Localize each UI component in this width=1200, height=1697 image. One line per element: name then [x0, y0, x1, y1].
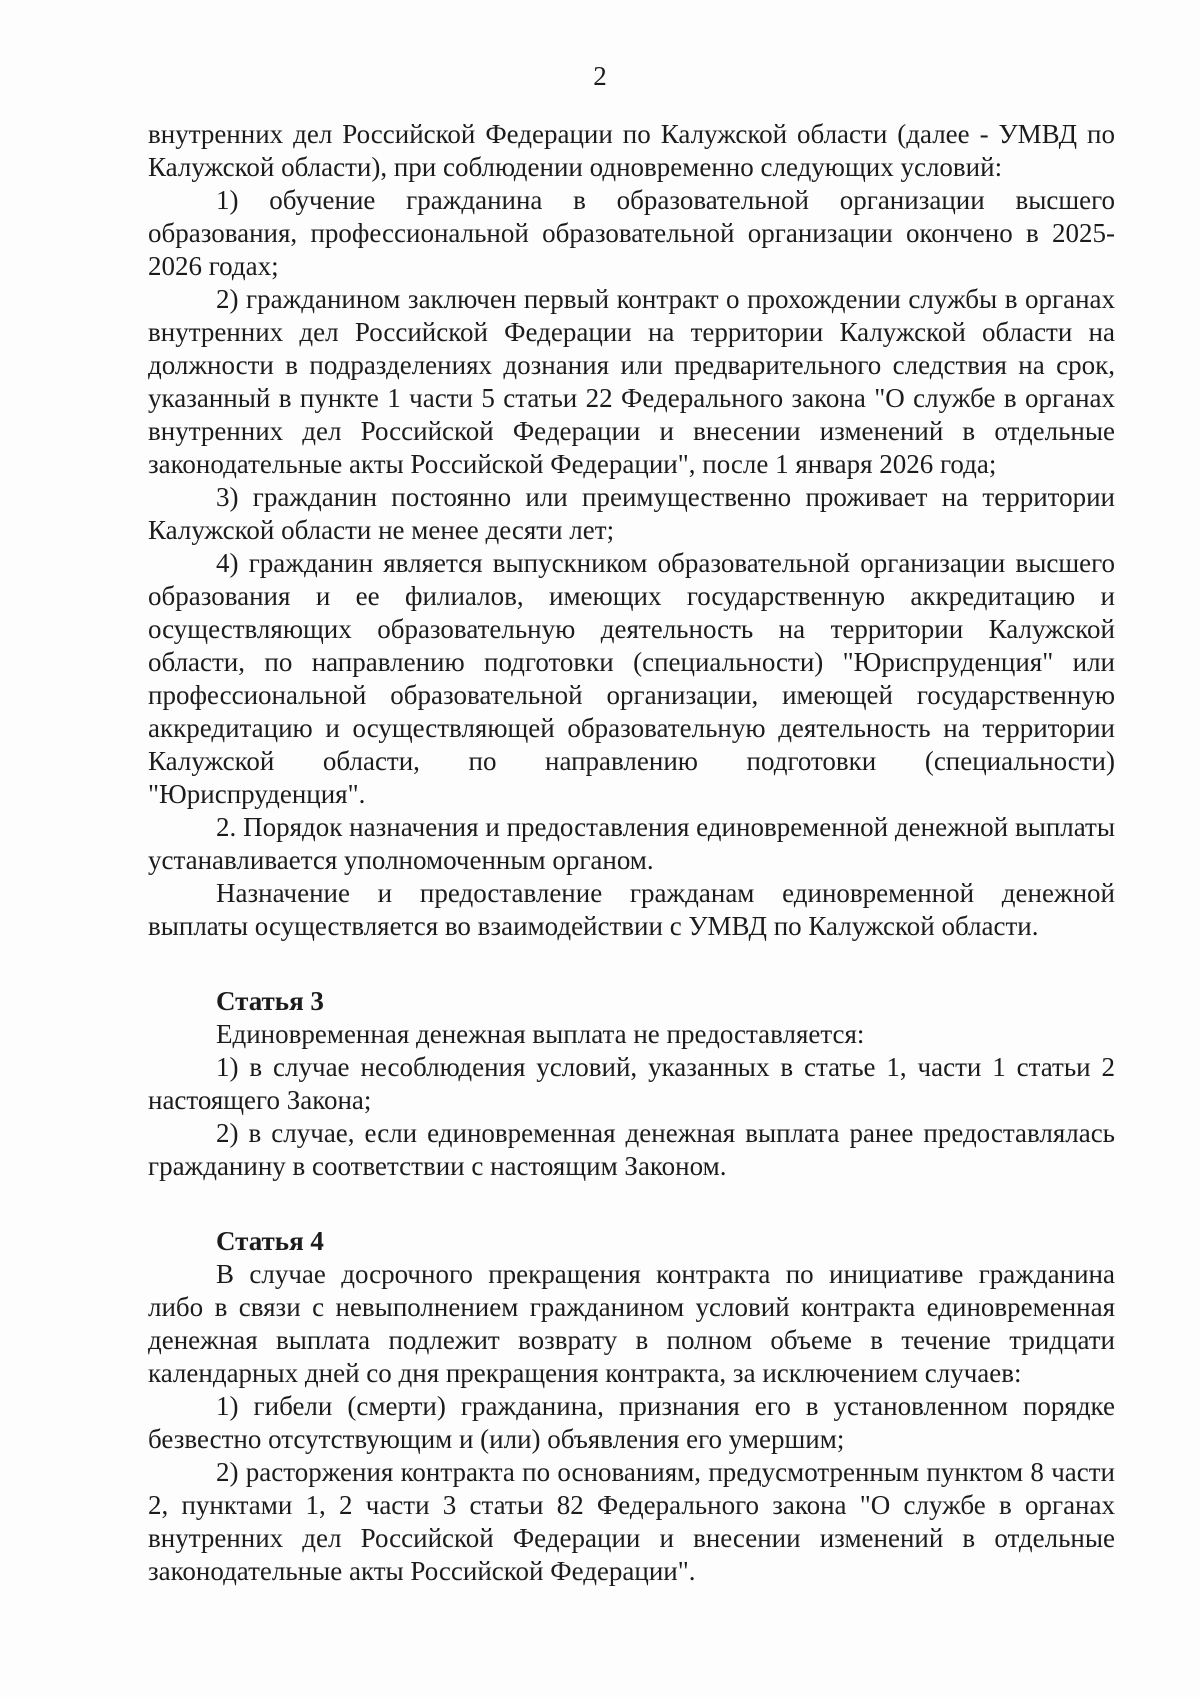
article-4-item-1: 1) гибели (смерти) гражданина, признания его в установленном порядке безвестно отсутствующим и (или) объявления его умершим;: [148, 1391, 1115, 1454]
condition-2: 2) гражданином заключен первый контракт о прохождении службы в органах внутренних дел Российской Федерации на территории Калужской области на должности в подразделениях дознания или предварительного следствия на срок, указанный в пункте 1 части 5 статьи 22 Федерального закона "О службе в органах внутренних дел Российской Федерации и внесении изменений в отдельные законодательные акты Российской Федерации", после 1 января 2026 года;: [148, 284, 1115, 479]
point-2-continuation: Назначение и предоставление гражданам единовременной денежной выплаты осуществляется во взаимодействии с УМВД по Калужской области.: [148, 878, 1115, 941]
article-3-lead: Единовременная денежная выплата не предоставляется:: [216, 1019, 865, 1049]
condition-4: 4) гражданин является выпускником образовательной организации высшего образования и ее филиалов, имеющих государственную аккредитацию и осуществляющих образовательную деятельность на территории Калужской области, по направлению подготовки (специальности) "Юриспруденция" или профессиональной образовательной организации, имеющей государственную аккредитацию и осуществляющей образовательную деятельность на территории Калужской области, по направлению подготовки (специальности) "Юриспруденция".: [148, 548, 1115, 809]
section-spacer: [148, 1183, 1115, 1225]
condition-1: 1) обучение гражданина в образовательной организации высшего образования, профессиональной образовательной организации окончено в 2025-2026 годах;: [148, 185, 1115, 281]
condition-3: 3) гражданин постоянно или преимущественно проживает на территории Калужской области не менее десяти лет;: [148, 482, 1115, 545]
section-spacer: [148, 943, 1115, 985]
article-3-heading: Статья 3: [216, 986, 324, 1016]
intro-paragraph: внутренних дел Российской Федерации по Калужской области (далее - УМВД по Калужской области), при соблюдении одновременно следующих условий:: [148, 119, 1115, 182]
document-body: [148, 118, 1115, 1588]
point-2-paragraph: 2. Порядок назначения и предоставления единовременной денежной выплаты устанавливается уполномоченным органом.: [148, 812, 1115, 875]
article-4-item-2: 2) расторжения контракта по основаниям, предусмотренным пунктом 8 части 2, пунктами 1, 2 части 3 статьи 82 Федерального закона "О службе в органах внутренних дел Российской Федерации и внесении изменений в отдельные законодательные акты Российской Федерации".: [148, 1457, 1115, 1586]
article-3-item-1: 1) в случае несоблюдения условий, указанных в статье 1, части 1 статьи 2 настоящего Закона;: [148, 1052, 1115, 1115]
article-4-lead: В случае досрочного прекращения контракта по инициативе гражданина либо в связи с невыполнением гражданином условий контракта единовременная денежная выплата подлежит возврату в полном объеме в течение тридцати календарных дней со дня прекращения контракта, за исключением случаев:: [148, 1259, 1115, 1388]
page-number: 2: [593, 61, 607, 91]
article-3-item-2: 2) в случае, если единовременная денежная выплата ранее предоставлялась гражданину в соответствии с настоящим Законом.: [148, 1118, 1115, 1181]
article-4-heading: Статья 4: [216, 1226, 324, 1256]
